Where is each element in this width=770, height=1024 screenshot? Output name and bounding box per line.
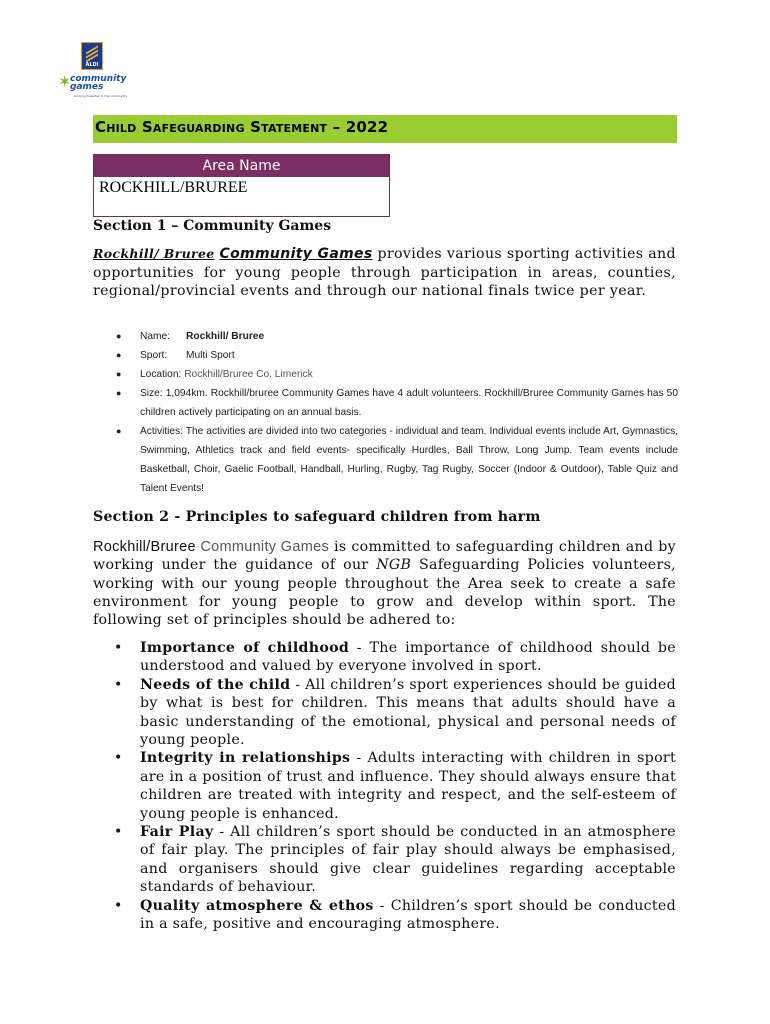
community-games-logo-text: community games [70, 74, 127, 92]
org-name: Rockhill/Bruree Community Games [93, 539, 330, 555]
list-item: ● Location: Rockhill/Bruree Co. Limerick [116, 369, 313, 380]
list-item: • Quality atmosphere & ethos - Children’s sport should be conducted in a safe, positive and encouraging atmosphere. [114, 897, 676, 933]
logo-tagline: working together in the community [74, 94, 128, 98]
aldi-logo-text: ALDI [85, 62, 99, 68]
principles-list [114, 639, 676, 934]
list-item: ● Sport: Multi Sport [116, 350, 235, 361]
area-details-list [116, 327, 678, 498]
list-item: • Importance of childhood - The importance of childhood should be understood and valued by everyone involved in sport. [114, 640, 676, 675]
page-title: Child Safeguarding Statement – 2022 [95, 118, 389, 136]
section2-heading: Section 2 - Principles to safeguard children from harm [93, 509, 541, 525]
aldi-community-games-logo [56, 42, 128, 100]
intro-community-games: Community Games [219, 246, 373, 262]
area-name-value: ROCKHILL/BRUREE [99, 179, 248, 196]
area-name-header: Area Name [94, 155, 389, 177]
list-item: • Fair Play - All children’s sport should be conducted in an atmosphere of fair play. The principles of fair play should always be emphasised, and organisers should give clear guidelines regarding acceptable standards of behaviour. [114, 824, 676, 896]
list-item: ● Activities: The activities are divided into two categories - individual and team. Individual events include Art, Gymnastics, Swimming, Athletics track and field events- specifically Hurdles, Ball Throw, Long Jump. Team events include Basketball, Choir, Gaelic Football, Handball, Hurling, Rugby, Tag Rugby, Soccer (Indoor & Outdoor), Table Quiz and Talent Events! [116, 426, 678, 494]
list-item: ● Size: 1,094km. Rockhill/bruree Community Games have 4 adult volunteers. Rockhill/Bruree Community Games has 50 children actively participating on an annual basis. [116, 388, 678, 418]
section1-heading: Section 1 – Community Games [93, 218, 332, 234]
intro-text: provides various sporting activities and opportunities for young people through participation in areas, counties, regional/provincial events and through our national finals twice per year. [93, 246, 676, 299]
area-name-table [93, 154, 390, 217]
aldi-logo-icon [81, 42, 103, 70]
athlete-figure-icon: ✶ [58, 72, 72, 91]
list-item: ● Name: Rockhill/ Bruree [116, 331, 265, 342]
title-bar [93, 115, 677, 143]
list-item: • Integrity in relationships - Adults interacting with children in sport are in a position of trust and influence. They should always ensure that children are treated with integrity and respect, and the self-esteem of young people is enhanced. [114, 750, 676, 822]
list-item: • Needs of the child - All children’s sport experiences should be guided by what is best for children. This means that adults should have a basic understanding of the emotional, physical and personal needs of young people. [114, 676, 676, 749]
section1-intro [93, 245, 676, 301]
section2-intro: Rockhill/Bruree Community Games is committed to safeguarding children and by working under the guidance of our NGB Safeguarding Policies volunteers, working with our young people throughout the Area seek to create a safe environment for young people to grow and develop within sport. The following set of principles should be adhered to: [93, 539, 676, 629]
intro-area-name: Rockhill/ Bruree [93, 246, 215, 261]
